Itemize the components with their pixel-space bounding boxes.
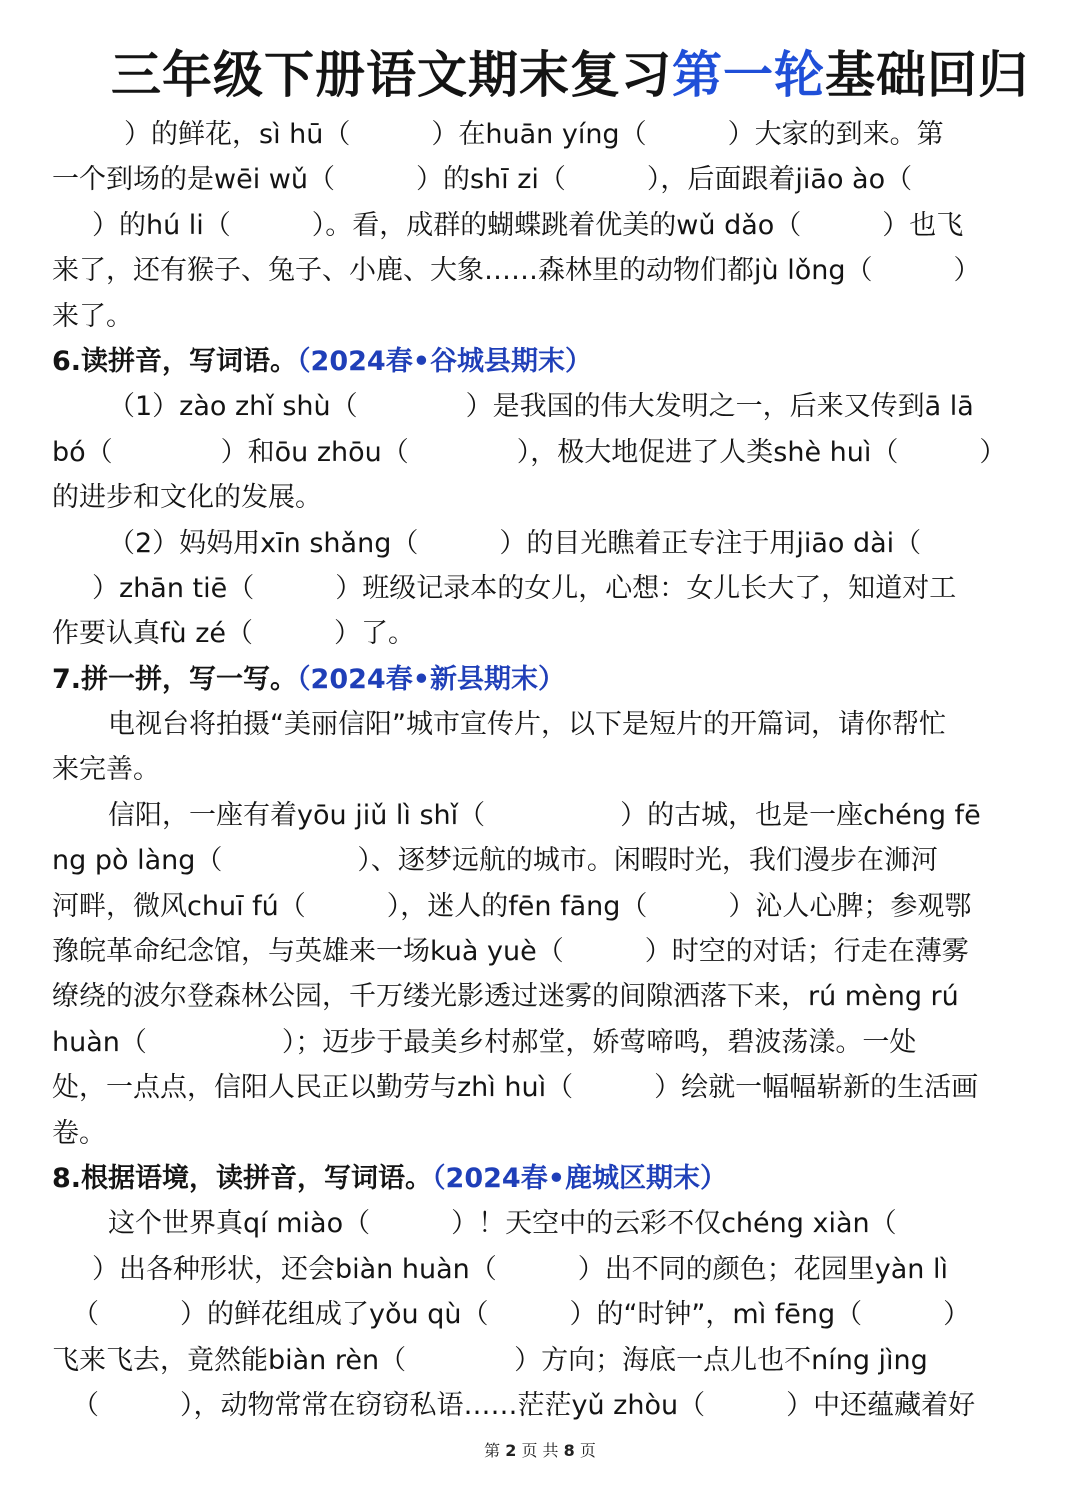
footer-page-number: 2 [505,1441,517,1460]
question-7-heading [52,657,1028,702]
title-part1: 三年级下册语文期末复习 [111,46,672,104]
text-line-28: 飞来飞去，竟然能biàn rèn（ ）方向；海底一点儿也不níng jìng [52,1344,928,1376]
text-line-18: 河畔，微风chuī fú（ ），迷人的fēn fāng（ ）沁人心脾；参观鄂 [52,890,972,922]
page-title [0,40,1080,110]
text-line-4: 来了，还有猴子、兔子、小鹿、大象……森林里的动物们都jù lǒng（ ） [52,255,981,287]
text-line-20: 缭绕的波尔登森林公园，千万缕光影透过迷雾的间隙洒落下来，rú mèng rú [52,981,959,1013]
text-line-27: （ ）的鲜花组成了yǒu qù（ ）的“时钟”，mì fēng（ ） [72,1299,971,1331]
text-line-16: 信阳，一座有着yōu jiǔ lì shǐ（ ）的古城，也是一座chéng fē [108,799,981,831]
question-7-source: （2024春•新县期末） [297,663,565,695]
question-8-source: （2024春•鹿城区期末） [432,1162,727,1194]
text-line-17: ng pò làng（ ）、逐梦远航的城市。闲暇时光，我们漫步在浉河 [52,845,938,877]
text-line-15: 来完善。 [52,754,160,786]
text-line-22: 处，一点点，信阳人民正以勤劳与zhì huì（ ）绘就一幅幅崭新的生活画 [52,1072,979,1104]
footer-total-pages: 8 [563,1441,575,1460]
question-6-source: （2024春•谷城县期末） [297,345,592,377]
question-7-label: 7.拼一拼，写一写。 [52,663,298,695]
text-line-29: （ ），动物常常在窃窃私语……茫茫yǔ zhòu（ ）中还蕴藏着好 [72,1389,976,1421]
text-line-8: bó（ ）和ōu zhōu（ ），极大地促进了人类shè huì（ ） [52,436,1007,468]
text-line-25: 这个世界真qí miào（ ）！天空中的云彩不仅chéng xiàn（ [108,1208,897,1240]
text-line-5: 来了。 [52,300,133,332]
footer-prefix: 第 [484,1441,501,1460]
footer-suffix: 页 [579,1441,596,1460]
page-footer [0,1438,1080,1461]
text-line-7: （1）zào zhǐ shù（ ）是我国的伟大发明之一，后来又传到ā lā [108,391,974,423]
text-line-23: 卷。 [52,1117,106,1149]
text-line-14: 电视台将拍摄“美丽信阳”城市宣传片，以下是短片的开篇词，请你帮忙 [108,709,946,741]
title-highlight: 第一轮 [672,46,825,104]
text-line-9: 的进步和文化的发展。 [52,482,322,514]
text-line-26: ）出各种形状，还会biàn huàn（ ）出不同的颜色；花园里yàn lì [92,1253,948,1285]
text-line-2: 一个到场的是wēi wǔ（ ）的shī zi（ ），后面跟着jiāo ào（ [52,164,913,196]
footer-middle: 页 共 [521,1441,559,1460]
text-line-11: ）zhān tiē（ ）班级记录本的女儿，心想：女儿长大了，知道对工 [92,572,957,604]
text-line-10: （2）妈妈用xīn shǎng（ ）的目光瞧着正专注于用jiāo dài（ [108,527,922,559]
question-6-heading [52,339,1028,384]
document-body [52,112,1028,1428]
text-line-19: 豫皖革命纪念馆，与英雄来一场kuà yuè（ ）时空的对话；行走在薄雾 [52,936,969,968]
text-line-1: ）的鲜花，sì hū（ ）在huān yíng（ ）大家的到来。第 [124,119,944,150]
text-line-12: 作要认真fù zé（ ）了。 [52,618,415,650]
title-part3: 基础回归 [825,46,1029,104]
question-8-label: 8.根据语境，读拼音，写词语。 [52,1162,433,1194]
question-6-label: 6.读拼音，写词语。 [52,345,298,377]
text-line-21: huàn（ ）；迈步于最美乡村郝堂，娇莺啼鸣，碧波荡漾。一处 [52,1026,917,1058]
text-line-3: ）的hú li（ ）。看，成群的蝴蝶跳着优美的wǔ dǎo（ ）也飞 [92,209,964,241]
question-8-heading [52,1156,1028,1201]
